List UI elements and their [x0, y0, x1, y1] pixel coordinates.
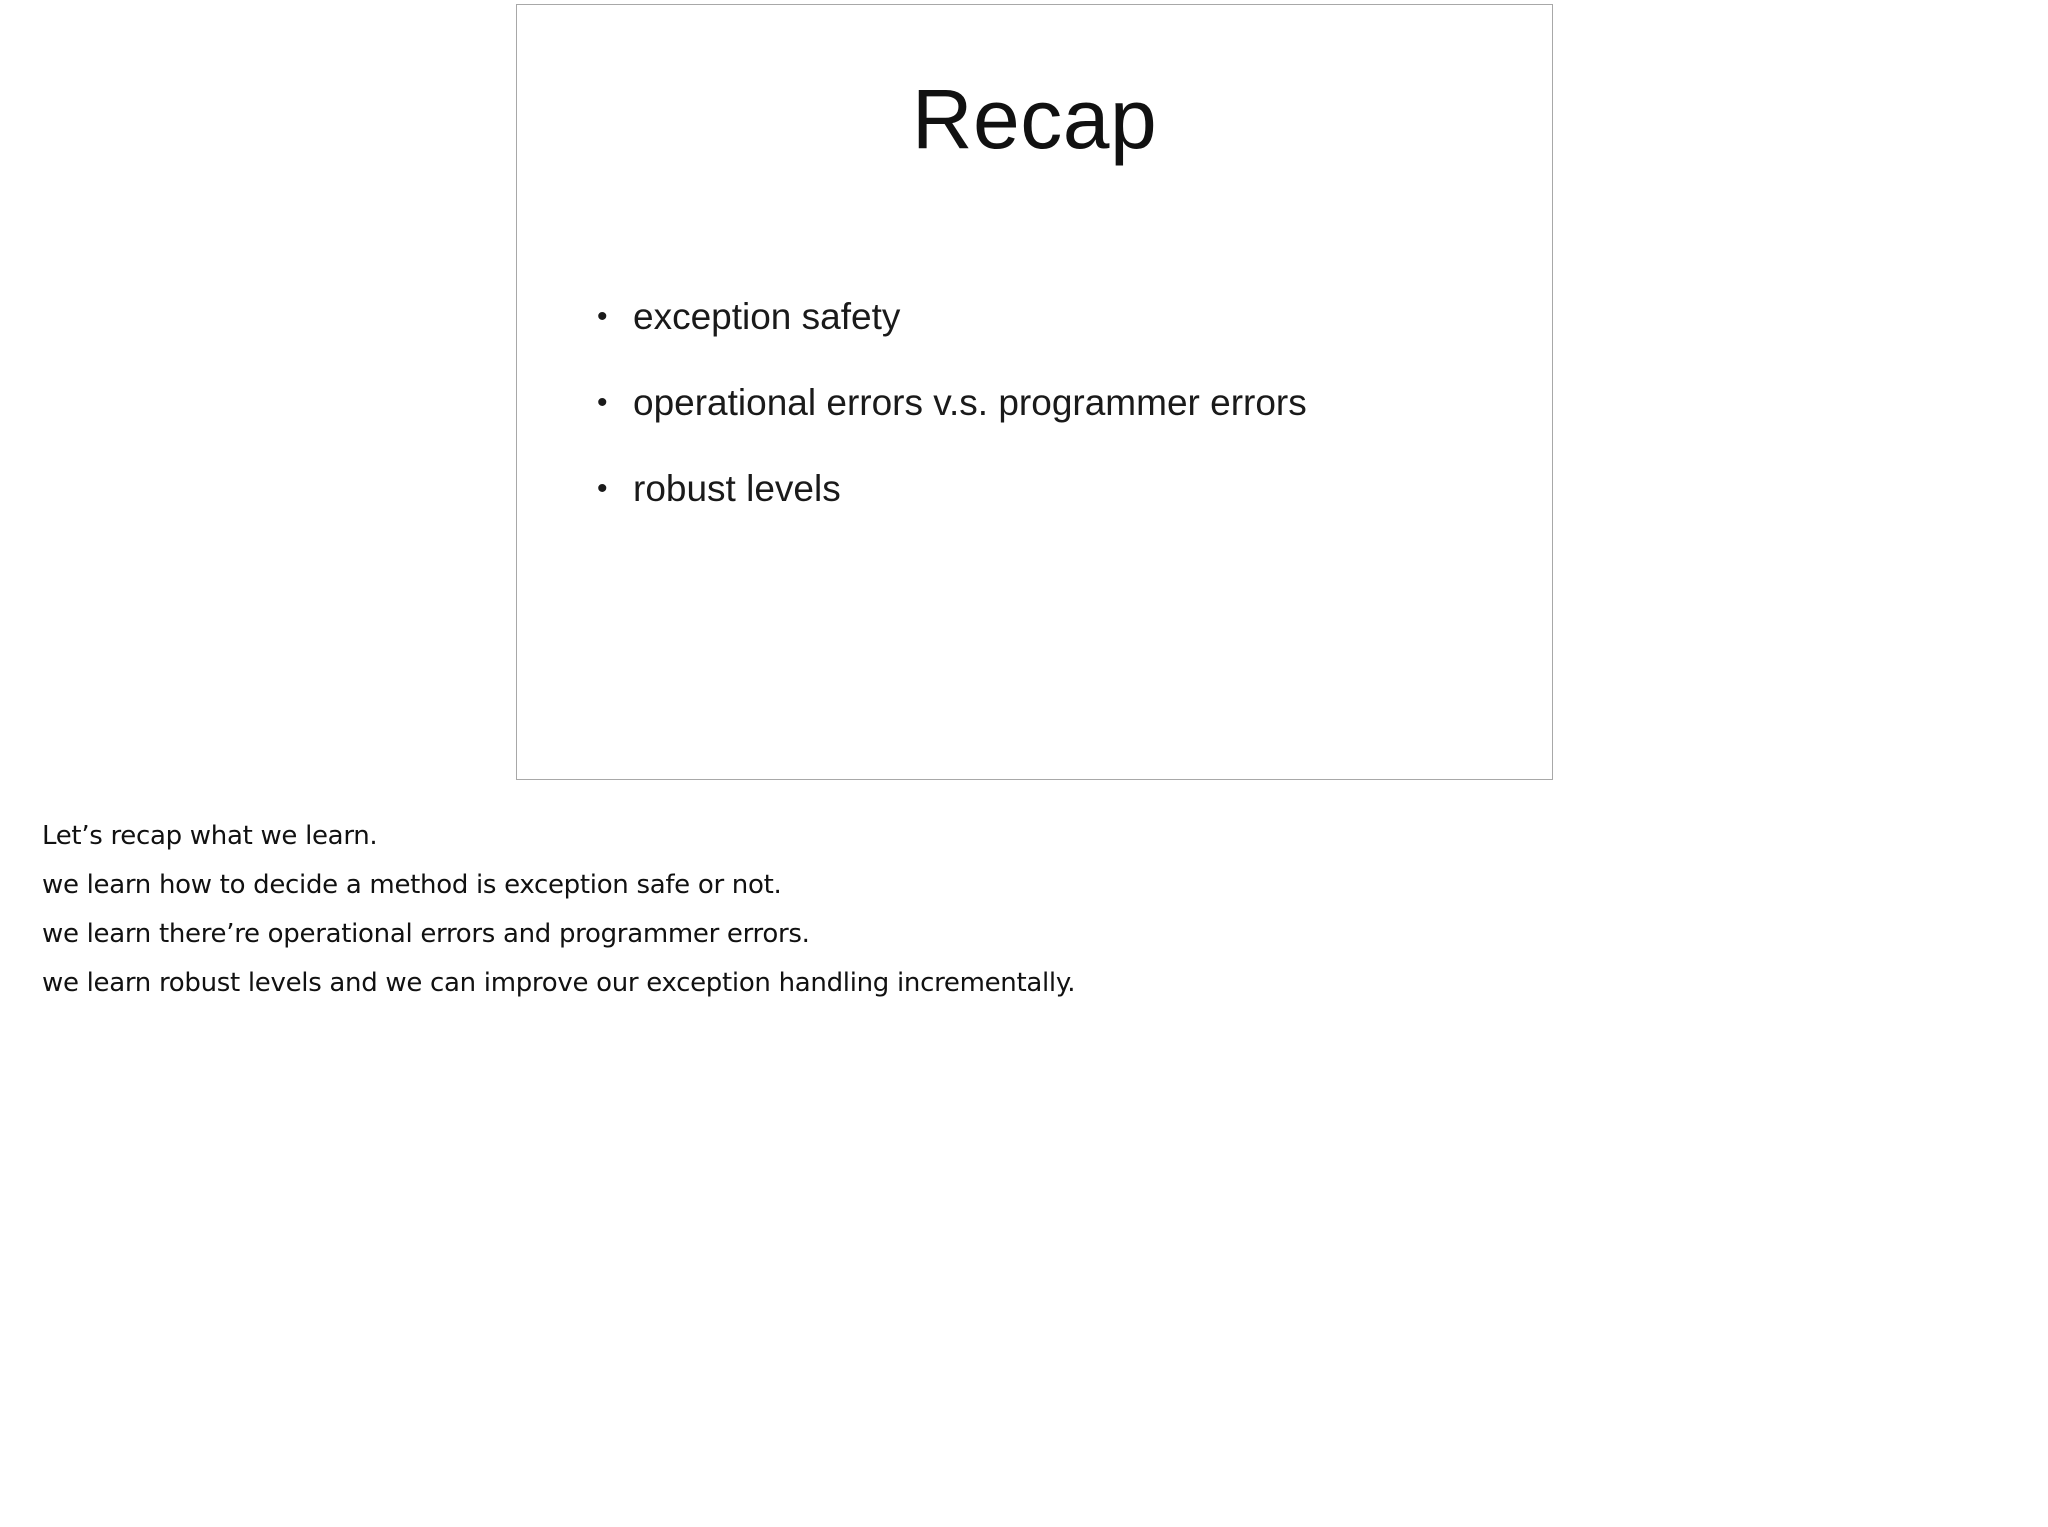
slide — [516, 4, 1553, 780]
bullet-text: exception safety — [633, 296, 901, 337]
note-line: we learn there’re operational errors and programmer errors. — [42, 919, 810, 949]
speaker-notes — [42, 812, 1075, 1008]
note-line: Let’s recap what we learn. — [42, 821, 378, 851]
bullet-text: robust levels — [633, 468, 841, 509]
note-line: we learn how to decide a method is exception safe or not. — [42, 870, 782, 900]
bullet-marker: • — [597, 300, 608, 333]
note-line: we learn robust levels and we can improve our exception handling incrementally. — [42, 968, 1076, 998]
bullet-marker: • — [597, 472, 608, 505]
bullet-marker: • — [597, 386, 608, 419]
bullet-text: operational errors v.s. programmer errors — [633, 382, 1307, 423]
slide-title: Recap — [911, 72, 1158, 166]
